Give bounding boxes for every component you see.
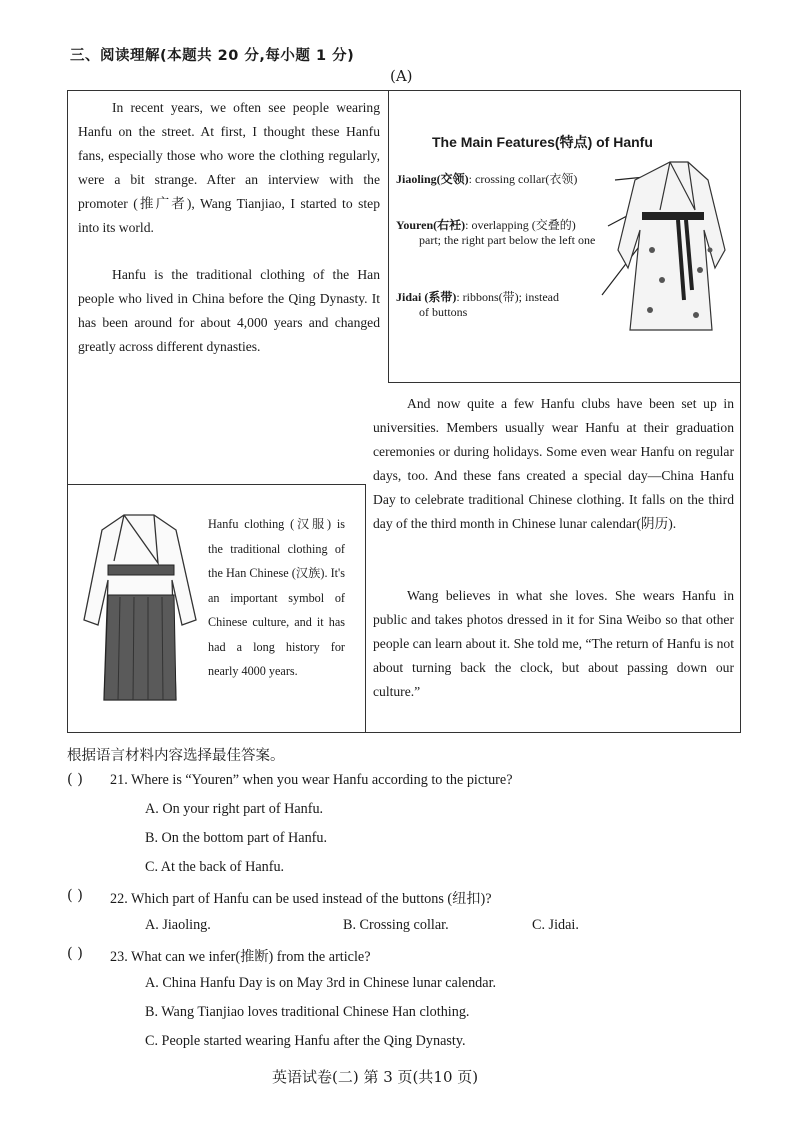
instruction: 根据语言材料内容选择最佳答案。 (67, 748, 285, 764)
question-23-option-c: C. People started wearing Hanfu after the Qing Dynasty. (145, 1033, 466, 1049)
question-21-option-b: B. On the bottom part of Hanfu. (145, 830, 328, 846)
question-22-option-a: A. Jiaoling. (145, 917, 211, 933)
question-21-option-a: A. On your right part of Hanfu. (145, 801, 324, 817)
page-footer: 英语试卷(二) 第 3 页(共10 页) (272, 1068, 479, 1086)
section-title: 三、阅读理解(本题共 20 分,每小题 1 分) (70, 48, 355, 64)
question-23-stem: 23. What can we infer(推断) from the article? (110, 949, 371, 965)
passage-paragraph-1: In recent years, we often see people wearing Hanfu on the street. At first, I thought these Hanfu fans, especially those who wore the clothing regularly, were a bit strange. After an interview with the promoter (推广者), Wang Tianjiao, I started to step into its world. (78, 100, 380, 235)
passage-paragraph-2: Hanfu is the traditional clothing of the Han people who lived in China before the Qing Dynasty. It has been around for about 4,000 years and changed greatly across different dynasties. (78, 267, 380, 354)
features-title: The Main Features(特点) of Hanfu (432, 134, 653, 150)
answer-blank-23[interactable]: ( ) (67, 946, 83, 962)
question-21-option-c: C. At the back of Hanfu. (145, 859, 285, 875)
feature-desc: : overlapping (交叠的) (465, 218, 576, 232)
feature-desc-cont: of buttons (419, 305, 468, 319)
image-caption: Hanfu clothing (汉服) is the traditional clothing of the Han Chinese (汉族). It's an important symbol of Chinese culture, and it has had a long history for nearly 4000 years. (208, 517, 345, 678)
feature-term: Youren(右衽) (396, 218, 466, 232)
question-22-option-b: B. Crossing collar. (343, 917, 449, 933)
answer-blank-21[interactable]: ( ) (67, 772, 83, 788)
feature-desc: : ribbons(带); instead (456, 290, 559, 304)
hanfu-diagram-illustration (600, 150, 730, 350)
question-23-option-a: A. China Hanfu Day is on May 3rd in Chinese lunar calendar. (145, 975, 497, 991)
feature-desc-cont: part; the right part below the left one (419, 233, 596, 247)
feature-youren (396, 218, 611, 248)
passage-label: (A) (390, 67, 413, 85)
question-22-option-c: C. Jidai. (532, 917, 579, 933)
feature-desc: : crossing collar(衣领) (468, 172, 578, 186)
passage-paragraph-4: Wang believes in what she loves. She wears Hanfu in public and takes photos dressed in it for Sina Weibo so that other people can learn about it. She told me, “The return of Hanfu is not about turning back the clock, but about passing down our culture.” (373, 588, 734, 699)
question-21-stem: 21. Where is “Youren” when you wear Hanfu according to the picture? (110, 772, 513, 788)
question-22-stem: 22. Which part of Hanfu can be used instead of the buttons (纽扣)? (110, 891, 492, 907)
feature-term: Jidai (系带) (396, 290, 457, 304)
answer-blank-22[interactable]: ( ) (67, 888, 83, 904)
feature-jiaoling (396, 172, 626, 187)
passage-paragraph-3: And now quite a few Hanfu clubs have been set up in universities. Members usually wear Hanfu at their graduation ceremonies or during holidays. Some even wear Hanfu on regular days, too. And these fans created a special day—China Hanfu Day to celebrate traditional Chinese clothing. It falls on the third day of the third month in Chinese lunar calendar(阴历). (373, 396, 734, 531)
question-23-option-b: B. Wang Tianjiao loves traditional Chinese Han clothing. (145, 1004, 470, 1020)
feature-jidai (396, 290, 596, 320)
hanfu-robe-illustration (84, 505, 199, 710)
feature-term: Jiaoling(交领) (396, 172, 469, 186)
